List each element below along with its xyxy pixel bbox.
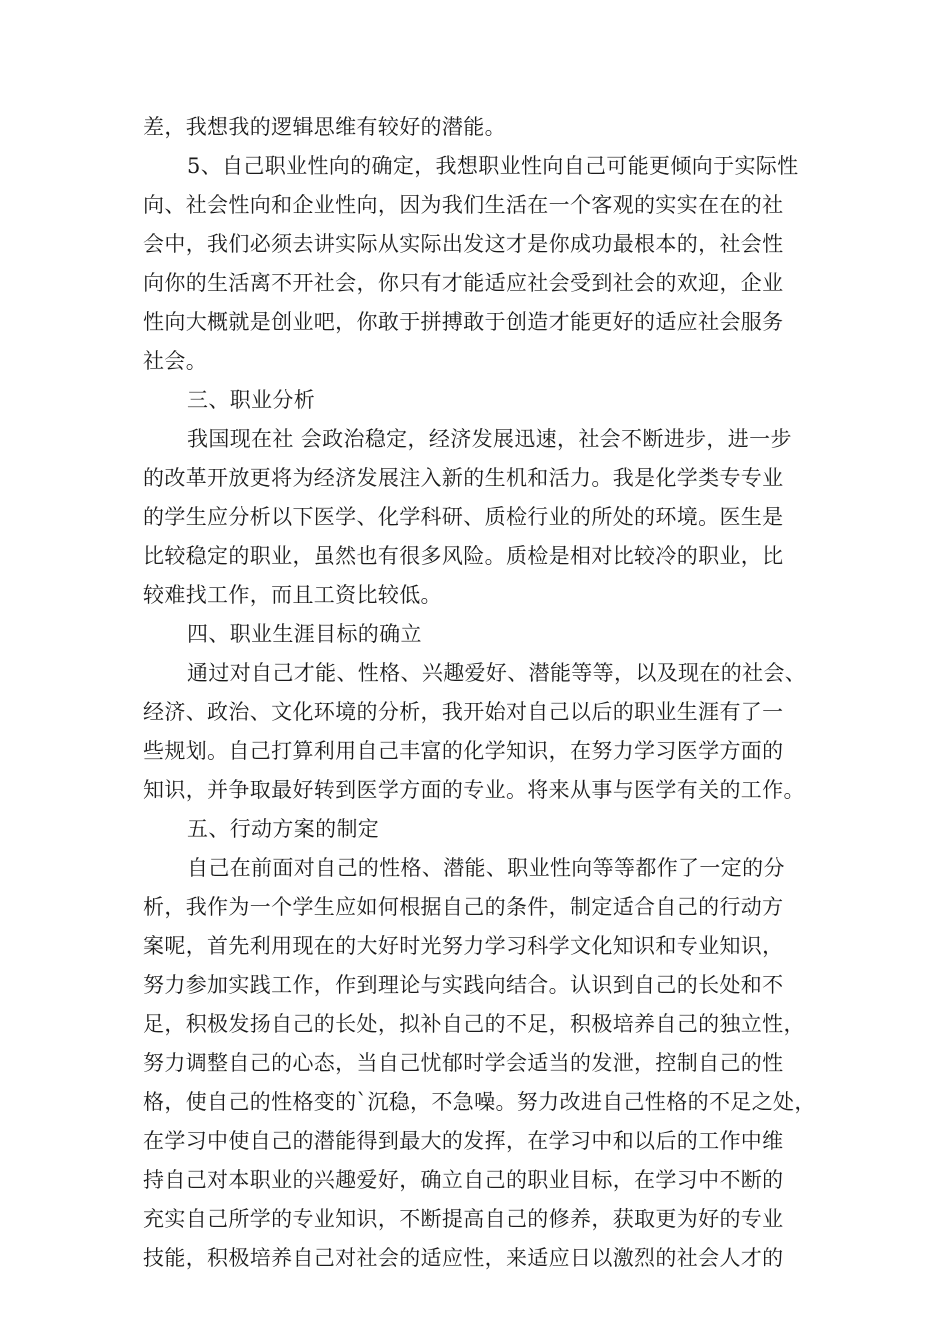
text-line: 通过对自己才能、性格、兴趣爱好、潜能等等，以及现在的社会、 [187, 661, 807, 685]
text-line: 会中，我们必须去讲实际从实际出发这才是你成功最根本的，社会性 [143, 232, 784, 256]
text-line: 比较稳定的职业，虽然也有很多风险。质检是相对比较冷的职业，比 [143, 544, 784, 568]
text-line: 性向大概就是创业吧，你敢于拼搏敢于创造才能更好的适应社会服务 [143, 310, 784, 334]
text-line: 析，我作为一个学生应如何根据自己的条件，制定适合自己的行动方 [143, 895, 784, 919]
text-line: 些规划。自己打算利用自己丰富的化学知识，在努力学习医学方面的 [143, 739, 784, 763]
text-line: 在学习中使自己的潜能得到最大的发挥，在学习中和以后的工作中维 [143, 1129, 784, 1153]
text-line: 充实自己所学的专业知识，不断提高自己的修养，获取更为好的专业 [143, 1207, 784, 1231]
text-line: 经济、政治、文化环境的分析，我开始对自己以后的职业生涯有了一 [143, 700, 784, 724]
text-line: 的改革开放更将为经济发展注入新的生机和活力。我是化学类专专业 [143, 466, 784, 490]
section-heading: 四、职业生涯目标的确立 [187, 622, 422, 646]
text-line: 较难找工作，而且工资比较低。 [143, 583, 442, 607]
section-heading: 五、行动方案的制定 [187, 817, 380, 841]
text-line: 向、社会性向和企业性向，因为我们生活在一个客观的实实在在的社 [143, 193, 784, 217]
text-line: 持自己对本职业的兴趣爱好，确立自己的职业目标，在学习中不断的 [143, 1168, 784, 1192]
text-line: 努力参加实践工作，作到理论与实践向结合。认识到自己的长处和不 [143, 973, 784, 997]
text-line: 社会。 [143, 349, 208, 373]
section-heading: 三、职业分析 [187, 388, 316, 412]
text-line: 我国现在社 会政治稳定，经济发展迅速，社会不断进步，进一步 [187, 427, 792, 451]
text-line: 格，使自己的性格变的`沉稳，不急噪。努力改进自己性格的不足之处， [143, 1090, 816, 1114]
text-line: 向你的生活离不开社会，你只有才能适应社会受到社会的欢迎，企业 [143, 271, 784, 295]
text-line: 技能，积极培养自己对社会的适应性，来适应日以激烈的社会人才的 [143, 1246, 784, 1270]
text-line: 自己在前面对自己的性格、潜能、职业性向等等都作了一定的分 [187, 856, 785, 880]
text-line: 案呢，首先利用现在的大好时光努力学习科学文化知识和专业知识， [143, 934, 784, 958]
text-line: 的学生应分析以下医学、化学科研、质检行业的所处的环境。医生是 [143, 505, 784, 529]
text-line: 足，积极发扬自己的长处，拟补自己的不足，积极培养自己的独立性， [143, 1012, 805, 1036]
text-line: 努力调整自己的心态，当自己忧郁时学会适当的发泄，控制自己的性 [143, 1051, 784, 1075]
text-line: 知识，并争取最好转到医学方面的专业。将来从事与医学有关的工作。 [143, 778, 805, 802]
text-line: 5、自己职业性向的确定，我想职业性向自己可能更倾向于实际性 [187, 154, 799, 178]
text-line: 差，我想我的逻辑思维有较好的潜能。 [143, 115, 506, 139]
